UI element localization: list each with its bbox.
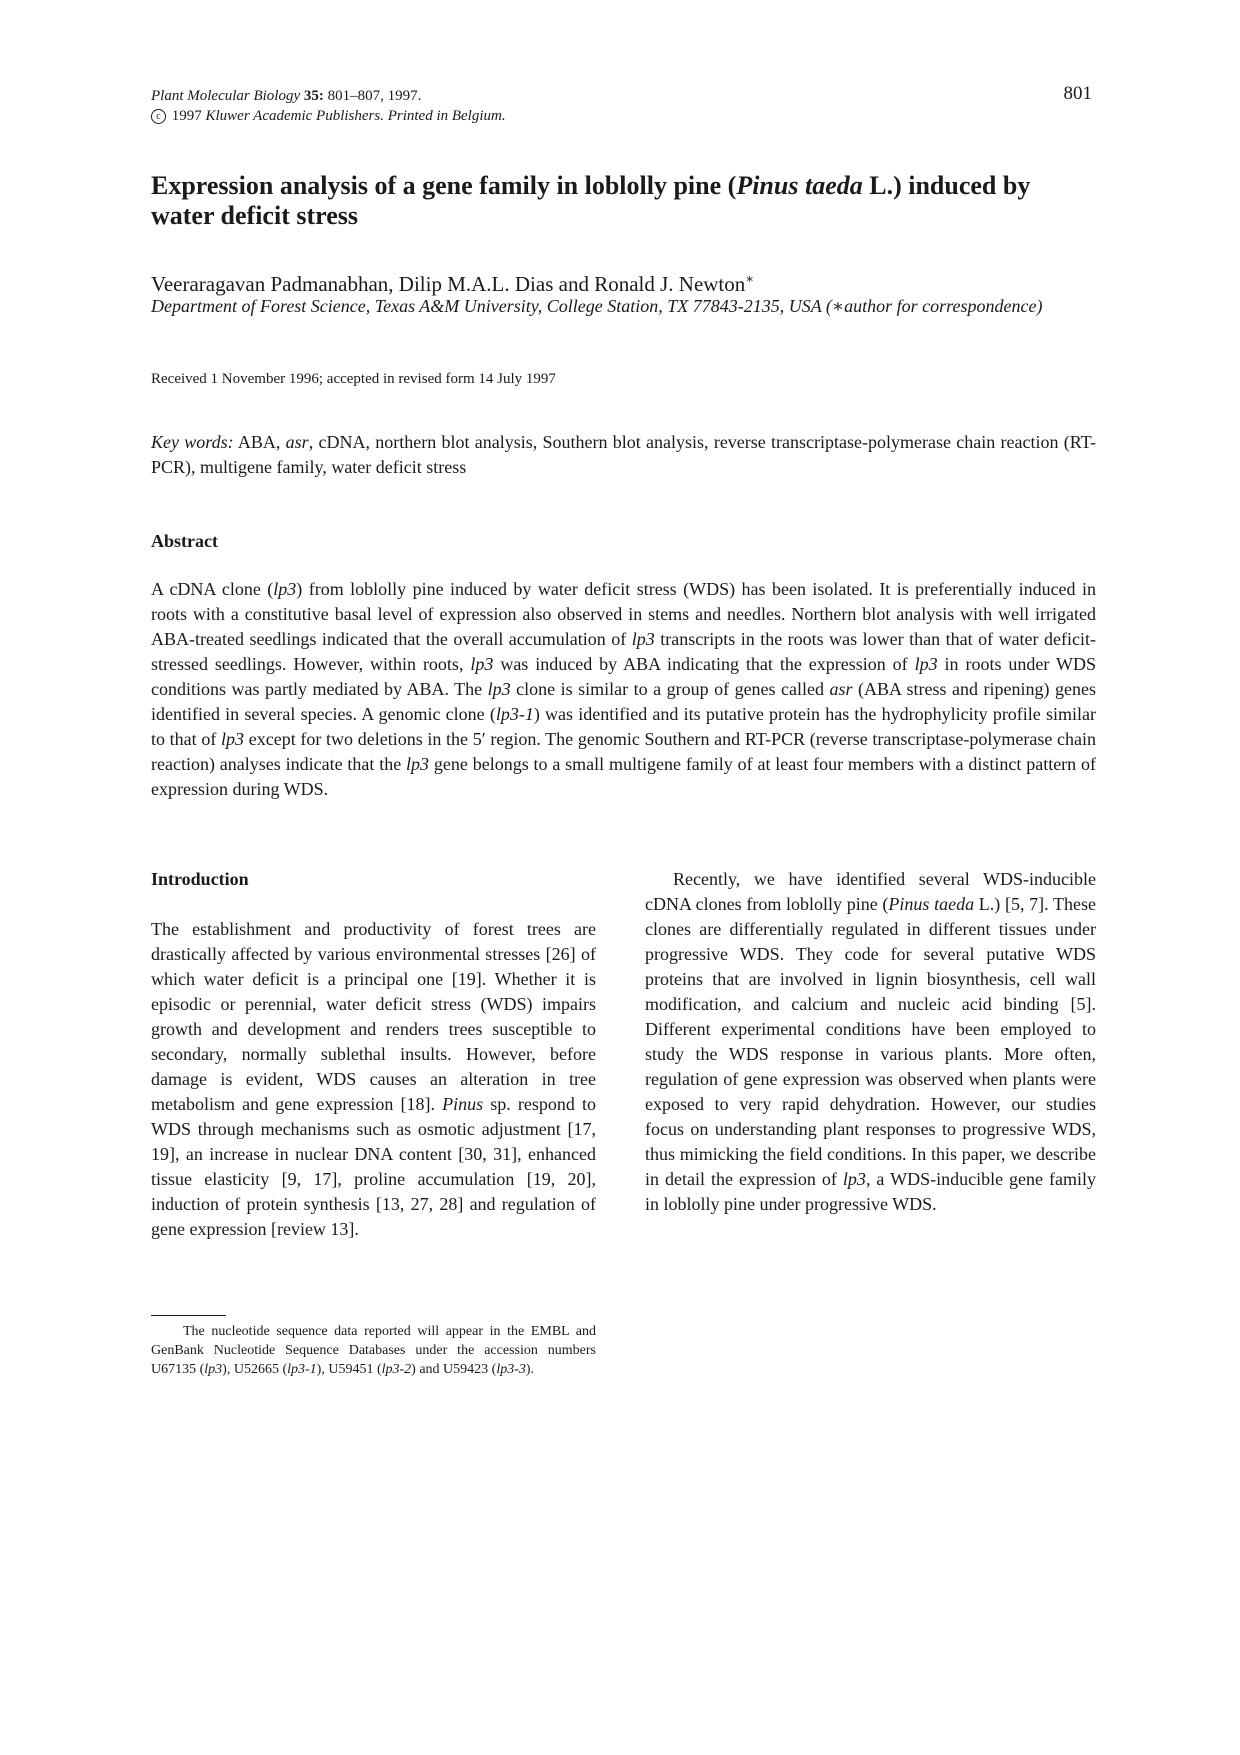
abstract-text: (ABA stress and ripening) genes identified in several species. A genomic clone ( <box>151 679 1096 724</box>
keywords-label: Key words: <box>151 432 234 452</box>
footnote-text: ). <box>525 1362 535 1377</box>
journal-pages: 801–807, 1997. <box>327 88 422 104</box>
gene-name: lp3 <box>842 1169 866 1189</box>
title-text-end: L.) induced by water deficit stress <box>151 171 1031 230</box>
copyright-year: 1997 <box>171 108 202 124</box>
author-list <box>151 266 754 297</box>
abstract-heading: Abstract <box>151 531 218 551</box>
keywords-text-end: , cDNA, northern blot analysis, Southern blot analysis, reverse transcriptase-polymerase chain reaction (RT-PCR), multigene family, water deficit stress <box>151 432 1097 477</box>
keywords <box>151 430 1096 480</box>
paragraph-text: The establishment and productivity of forest trees are drastically affected by various environmental stresses [26] of which water deficit is a principal one [19]. Whether it is episodic or perennial, water deficit stress (WDS) impairs growth and development and renders trees susceptible to secondary, normally sublethal insults. However, before damage is evident, WDS causes an alteration in tree metabolism and gene expression [18]. <box>151 919 596 1114</box>
paragraph-text: , a WDS-inducible gene family in loblolly pine under progressive WDS. <box>645 1169 1097 1214</box>
abstract-text: in roots under WDS conditions was partly mediated by ABA. The <box>151 654 1096 699</box>
footnote <box>151 1322 596 1379</box>
journal-name: Plant Molecular Biology <box>151 88 301 104</box>
abstract-text: ) from loblolly pine induced by water deficit stress (WDS) has been isolated. It is preferentially induced in roots with a constitutive basal level of expression also observed in stems and needles. Northern blot analysis with well irrigated ABA-treated seedlings indicated that the overall accumulation of <box>151 579 1096 649</box>
abstract-text: was induced by ABA indicating that the expression of <box>493 654 915 674</box>
affiliation: Department of Forest Science, Texas A&M University, College Station, TX 77843-2135, USA (∗author for correspondence) <box>151 296 1043 316</box>
copyright-icon: c <box>151 109 166 124</box>
abstract-text: ) was identified and its putative protein has the hydrophylicity profile similar to that of <box>151 704 1096 749</box>
page-number: 801 <box>1063 83 1092 104</box>
paragraph-text: sp. respond to WDS through mechanisms such as osmotic adjustment [17, 19], an increase in nuclear DNA content [30, 31], enhanced tissue elasticity [9, 17], proline accumulation [19, 20], induction of protein synthesis [13, 27, 28] and regulation of gene expression [review 13]. <box>151 1094 596 1239</box>
footnote-text: ), U52665 ( <box>222 1362 288 1377</box>
gene-name: lp3 <box>221 729 245 749</box>
gene-name: lp3 <box>470 654 494 674</box>
species-name: Pinus <box>442 1094 484 1114</box>
gene-name: lp3 <box>914 654 938 674</box>
footnote-text: ), U59451 ( <box>316 1362 382 1377</box>
corresponding-author-mark: ∗ <box>745 271 755 286</box>
publisher: Kluwer Academic Publishers. Printed in Belgium. <box>205 108 506 124</box>
article-title <box>151 171 1096 231</box>
footnote-divider <box>151 1315 226 1316</box>
copyright-line <box>151 106 506 126</box>
footnote-text: ) and U59423 ( <box>411 1362 497 1377</box>
received-date: Received 1 November 1996; accepted in revised form 14 July 1997 <box>151 371 556 387</box>
journal-citation <box>151 86 506 106</box>
abstract-text: clone is similar to a group of genes called <box>510 679 830 699</box>
gene-name: lp3 <box>487 679 511 699</box>
right-column <box>645 867 1096 1217</box>
gene-name: lp3 <box>631 629 655 649</box>
abstract-text: gene belongs to a small multigene family of at least four members with a distinct pattern of expression during WDS. <box>151 754 1097 799</box>
abstract-text: transcripts in the roots was lower than that of water deficit-stressed seedlings. However, within roots, <box>151 629 1096 674</box>
abstract-text: A cDNA clone ( <box>151 579 274 599</box>
introduction-heading: Introduction <box>151 869 249 889</box>
title-text: Expression analysis of a gene family in loblolly pine ( <box>151 171 737 200</box>
intro-paragraph-1 <box>151 917 596 1242</box>
journal-header <box>151 86 506 126</box>
gene-name: lp3-2 <box>381 1362 412 1377</box>
left-column <box>151 867 596 1242</box>
title-species: Pinus taeda <box>736 171 863 200</box>
keywords-text: ABA, <box>233 432 286 452</box>
gene-name: lp3-1 <box>495 704 534 724</box>
gene-name: asr <box>829 679 853 699</box>
journal-volume: 35: <box>303 88 324 104</box>
paragraph-text: L.) [5, 7]. These clones are differentially regulated in different tissues under progressive WDS. They code for several putative WDS proteins that are involved in lignin biosynthesis, cell wall modification, and calcium and nucleic acid binding [5]. Different experimental conditions have been employed to study the WDS response in various plants. More often, regulation of gene expression was observed when plants were exposed to very rapid dehydration. However, our studies focus on understanding plant responses to progressive WDS, thus mimicking the field conditions. In this paper, we describe in detail the expression of <box>645 894 1096 1189</box>
gene-name: lp3 <box>273 579 297 599</box>
authors-text: Veeraragavan Padmanabhan, Dilip M.A.L. Dias and Ronald J. Newton <box>151 272 746 296</box>
gene-name: lp3 <box>204 1362 223 1377</box>
paragraph-text: Recently, we have identified several WDS-inducible cDNA clones from loblolly pine ( <box>645 869 1096 914</box>
keywords-gene: asr <box>285 432 309 452</box>
species-name: Pinus taeda <box>888 894 975 914</box>
abstract-body <box>151 577 1096 802</box>
footnote-text: The nucleotide sequence data reported will appear in the EMBL and GenBank Nucleotide Sequence Databases under the accession numbers U67135 ( <box>151 1324 596 1377</box>
abstract-text: except for two deletions in the 5′ region. The genomic Southern and RT-PCR (reverse transcriptase-polymerase chain reaction) analyses indicate that the <box>151 729 1096 774</box>
gene-name: lp3 <box>406 754 430 774</box>
intro-paragraph-2 <box>645 867 1096 1217</box>
gene-name: lp3-3 <box>496 1362 526 1377</box>
gene-name: lp3-1 <box>287 1362 317 1377</box>
